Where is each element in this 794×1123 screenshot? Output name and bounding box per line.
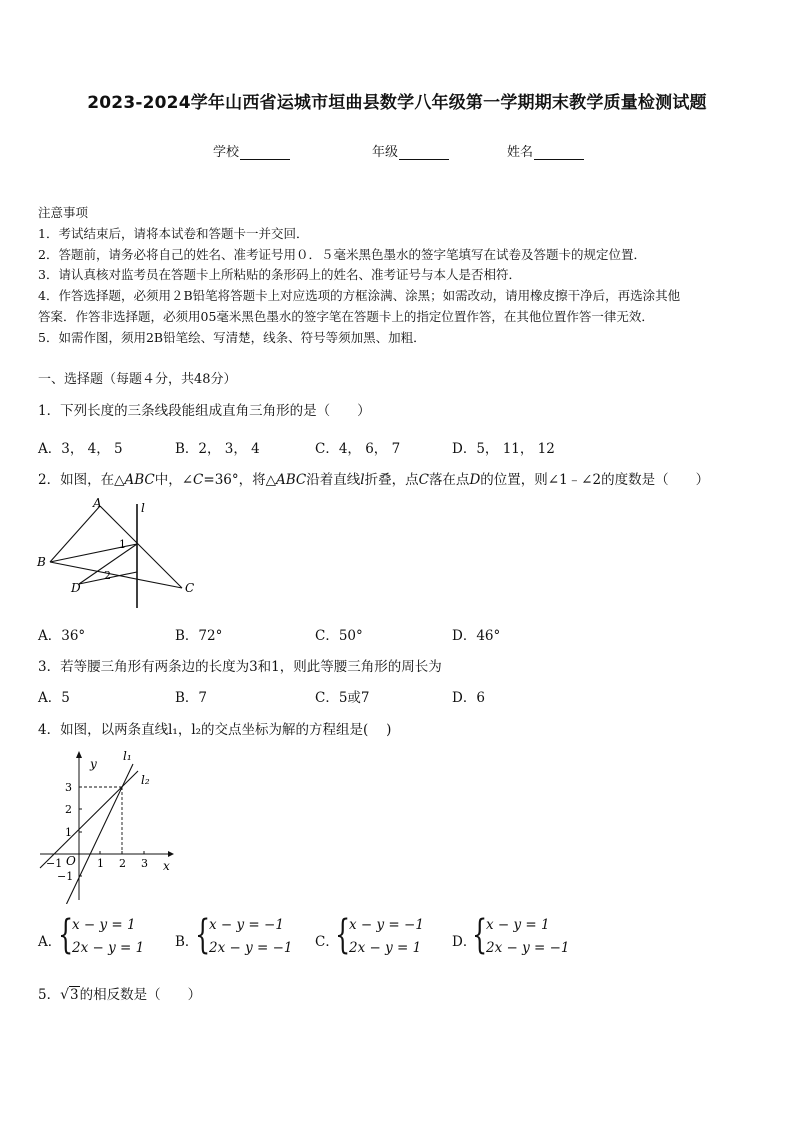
line-l2-label: l₂ [141, 773, 150, 787]
label-a: A [93, 496, 102, 510]
section-heading: 一、选择题（每题４分，共48分） [38, 372, 237, 387]
xtick-label: −1 [46, 857, 63, 870]
note-item: 2．答题前，请务必将自己的姓名、准考证号用０．５毫米黑色墨水的签字笔填写在试卷及答题卡的规定位置． [38, 246, 646, 262]
q2-text: 中，∠ [154, 472, 194, 488]
option-label: D． [452, 934, 477, 950]
q5-text: 的相反数是（ ） [79, 987, 202, 1003]
q2-text: 落在点 [428, 472, 470, 488]
q2-text: 折叠，点 [364, 472, 419, 488]
school-label: 学校 [213, 145, 240, 160]
brace-icon: { [335, 912, 351, 958]
grade-label: 年级 [372, 145, 399, 160]
q3-option-a[interactable]: A．5 [38, 690, 70, 706]
xtick-label: 2 [119, 857, 126, 870]
q4-option-a[interactable] [38, 912, 168, 963]
coordinate-graph-figure [34, 746, 184, 904]
equation: 2x − y = 1 [349, 940, 422, 956]
option-label: B． [175, 934, 199, 950]
equation: 2x − y = −1 [486, 940, 570, 956]
q2-var: C [418, 472, 429, 488]
q1-option-b[interactable]: B．2， 3， 4 [175, 441, 260, 457]
brace-icon: { [195, 912, 211, 958]
x-axis-label: x [163, 859, 170, 873]
ytick-label: 3 [65, 781, 72, 794]
equation: x − y = −1 [209, 917, 284, 933]
notes-block [38, 203, 768, 349]
segment-ac [100, 506, 182, 588]
q2-text: =36°，将△ [203, 472, 277, 488]
grade-field[interactable] [372, 141, 449, 160]
q1-option-d[interactable]: D．5， 11， 12 [452, 441, 555, 457]
angle-1-label: 1 [119, 538, 126, 551]
segment-bc [50, 562, 182, 588]
q2-text: 的位置，则∠1﹣∠2的度数是（ ） [480, 472, 710, 488]
ytick-label: 2 [65, 803, 72, 816]
question-1-stem: 1．下列长度的三条线段能组成直角三角形的是（ ） [38, 403, 371, 419]
sqrt-icon: √ [60, 987, 70, 1003]
equation: 2x − y = −1 [209, 940, 293, 956]
line-l1-label: l₁ [123, 749, 132, 763]
x-axis-arrow-icon [168, 851, 174, 857]
q4-option-d[interactable] [452, 912, 587, 963]
school-field[interactable] [213, 141, 290, 160]
note-item: 5．如需作图，须用2B铅笔绘、写清楚，线条、符号等须加黑、加粗． [38, 329, 426, 345]
ytick-label: 1 [65, 826, 72, 839]
equation: 2x − y = 1 [72, 940, 145, 956]
question-5-stem [38, 983, 201, 1003]
q4-option-c[interactable] [315, 912, 445, 963]
angle-2-label: 2 [104, 569, 111, 582]
q3-option-c[interactable]: C．5或7 [315, 690, 370, 706]
equation: x − y = 1 [72, 917, 136, 933]
equation: x − y = −1 [349, 917, 424, 933]
q2-option-c[interactable]: C．50° [315, 628, 363, 644]
name-blank[interactable] [534, 147, 584, 160]
q3-option-b[interactable]: B．7 [175, 690, 208, 706]
q4-option-b[interactable] [175, 912, 310, 963]
q2-var: ABC [276, 472, 307, 488]
brace-icon: { [58, 912, 74, 958]
q2-text: 沿着直线 [306, 472, 361, 488]
brace-icon: { [472, 912, 488, 958]
option-label: A． [38, 934, 62, 950]
y-axis-arrow-icon [76, 751, 82, 758]
note-item: 答案．作答非选择题，必须用05毫米黑色墨水的签字笔在答题卡上的指定位置作答，在其他位置作答一律无效． [38, 308, 654, 324]
q2-var: C [193, 472, 204, 488]
q2-option-b[interactable]: B．72° [175, 628, 223, 644]
label-b: B [37, 555, 46, 569]
xtick-label: 3 [141, 857, 148, 870]
notes-heading: 注意事项 [38, 205, 89, 220]
q2-option-d[interactable]: D．46° [452, 628, 501, 644]
name-label: 姓名 [507, 145, 534, 160]
q2-var: D [469, 472, 481, 488]
q5-radicand: 3 [70, 987, 79, 1003]
note-item: 4．作答选择题，必须用２B铅笔将答题卡上对应选项的方框涂满、涂黑；如需改动，请用橡皮擦干净后，再选涂其他 [38, 288, 681, 304]
question-2-stem [38, 468, 709, 488]
label-d: D [71, 581, 81, 595]
q3-option-d[interactable]: D．6 [452, 690, 485, 706]
school-blank[interactable] [240, 147, 290, 160]
grade-blank[interactable] [399, 147, 449, 160]
origin-label: O [66, 854, 76, 868]
label-l: l [141, 501, 145, 515]
q2-var: ABC [124, 472, 155, 488]
question-4-stem: 4．如图，以两条直线l₁，l₂的交点坐标为解的方程组是( ) [38, 722, 392, 738]
label-c: C [185, 581, 195, 595]
q1-option-a[interactable]: A．3， 4， 5 [38, 441, 123, 457]
option-label: C． [315, 934, 339, 950]
q2-text: 2．如图，在△ [38, 472, 125, 488]
ytick-label: −1 [57, 870, 74, 883]
q1-option-c[interactable]: C．4， 6， 7 [315, 441, 401, 457]
xtick-label: 1 [97, 857, 104, 870]
q5-number: 5． [38, 987, 61, 1003]
page-title: 2023-2024学年山西省运城市垣曲县数学八年级第一学期期末教学质量检测试题 [87, 93, 707, 113]
triangle-fold-figure [34, 492, 204, 612]
note-item: 3．请认真核对监考员在答题卡上所粘贴的条形码上的姓名、准考证号与本人是否相符． [38, 267, 521, 283]
q2-option-a[interactable]: A．36° [38, 628, 86, 644]
note-item: 1．考试结束后，请将本试卷和答题卡一并交回． [38, 225, 309, 241]
line-l2 [40, 771, 138, 868]
name-field[interactable] [507, 141, 584, 160]
equation: x − y = 1 [486, 917, 550, 933]
y-axis-label: y [90, 757, 97, 771]
line-l1 [67, 764, 134, 904]
q2-var: l [360, 472, 365, 488]
question-3-stem: 3．若等腰三角形有两条边的长度为3和1，则此等腰三角形的周长为 [38, 659, 442, 675]
